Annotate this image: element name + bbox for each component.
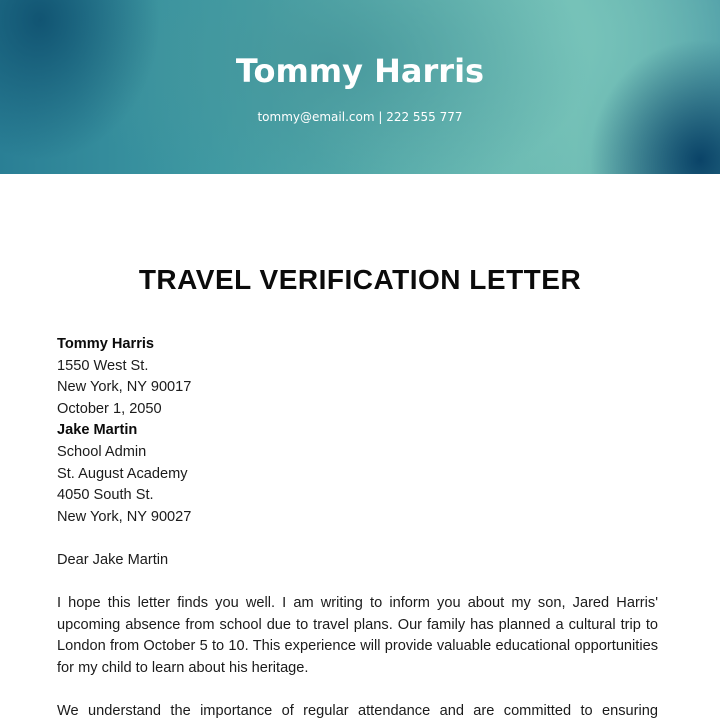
recipient-name: Jake Martin [57, 422, 138, 439]
sender-name: Tommy Harris [57, 336, 155, 352]
spacer [57, 528, 658, 550]
header-contact: tommy@email.com | 222 555 777 [257, 110, 463, 124]
recipient-organization: St. August Academy [57, 465, 188, 482]
document-title: TRAVEL VERIFICATION LETTER [138, 264, 582, 295]
letter-body [57, 334, 658, 719]
sender-street: 1550 West St. [57, 357, 149, 374]
header-banner [0, 0, 720, 174]
recipient-city: New York, NY 90027 [57, 508, 192, 525]
salutation: Dear Jake Martin [57, 551, 169, 568]
recipient-role: School Admin [57, 443, 147, 460]
header-name: Tommy Harris [235, 52, 485, 90]
recipient-street: 4050 South St. [57, 487, 154, 504]
spacer [57, 572, 658, 594]
letter-date: October 1, 2050 [57, 400, 162, 417]
paragraph: I hope this letter finds you well. I am writing to inform you about my son, Jared Harris' upcoming absence from school due to travel plans. Our family has planned a cultural trip to London from October 5 to 10. This experience will provide valuable educational opportunities for my child to learn about his heritage. [57, 595, 658, 676]
sender-city: New York, NY 90017 [57, 379, 192, 396]
paragraph: We understand the importance of regular attendance and are committed to ensuring [57, 703, 658, 719]
spacer [57, 680, 658, 702]
